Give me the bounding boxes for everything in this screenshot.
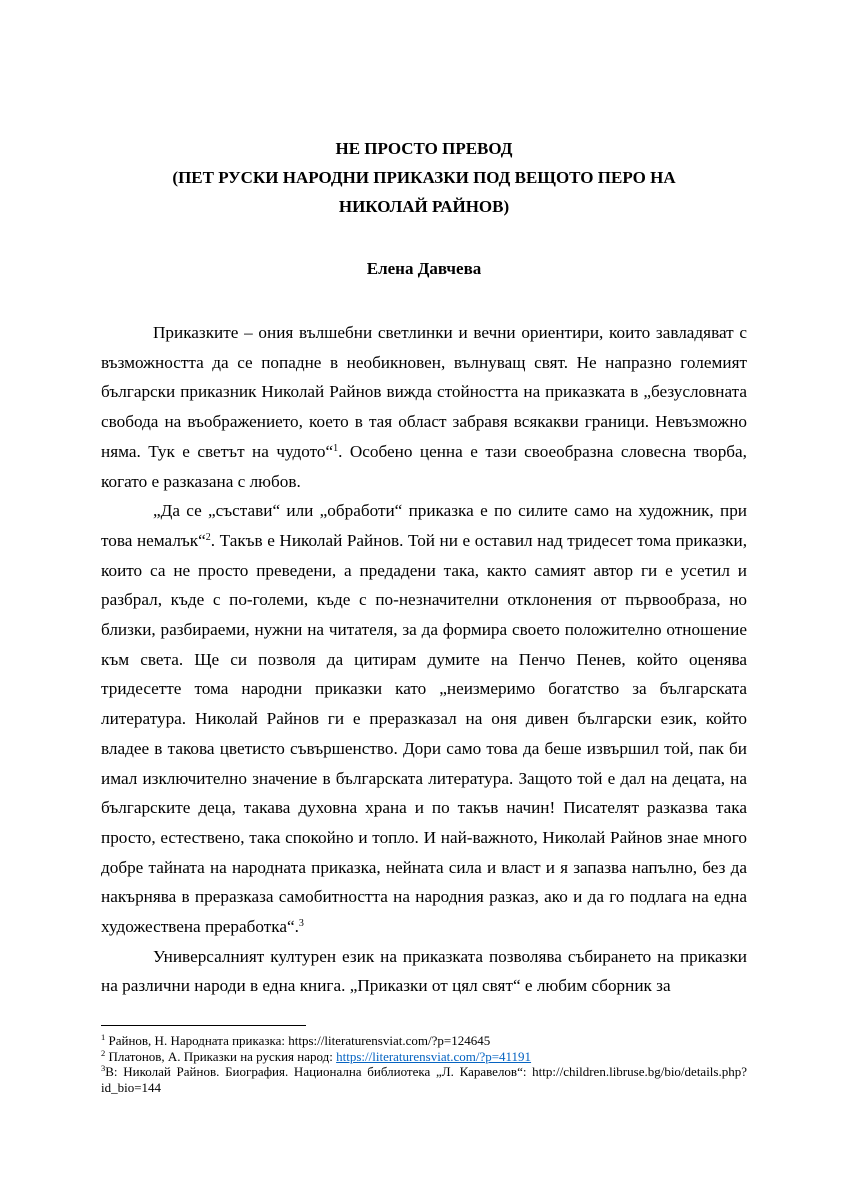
title-block <box>100 134 748 221</box>
paragraph-1-text-a: Приказките – ония вълшебни светлинки и вечни ориентири, които завладяват с възможността да се попадне в необикновен, вълнуващ свят. Не напразно големият български приказник Николай Райнов вижда стойността на приказката в „безусловната свобода на въображението, което в тая област забравя всякакви граници. Невъзможно няма. Тук е светът на чудото“ <box>101 323 747 461</box>
document-title: НЕ ПРОСТО ПРЕВОД <box>335 139 513 158</box>
footnote-3-text: В: Николай Райнов. Биография. Национална библиотека „Л. Каравелов“: http://children.libruse.bg/bio/details.php?id_bio=144 <box>101 1064 747 1095</box>
footnote-2-text: Платонов, А. Приказки на руския народ: <box>105 1048 337 1064</box>
footnote-1-text: Райнов, Н. Народната приказка: https://literaturensviat.com/?p=124645 <box>105 1033 491 1048</box>
footnote-2 <box>101 1049 747 1065</box>
document-subtitle: (ПЕТ РУСКИ НАРОДНИ ПРИКАЗКИ ПОД ВЕЩОТО ПЕРО НА НИКОЛАЙ РАЙНОВ) <box>172 168 676 216</box>
footnote-ref-2: 2 <box>205 531 211 543</box>
paragraph-1-text-b: . Особено ценна е тази своеобразна словесна творба, когато е разказана с любов. <box>101 441 747 491</box>
paragraph-2-text-b: . Такъв е Николай Райнов. Той ни е оставил над тридесет тома приказки, които са не просто преведени, а предадени така, както самият автор ги е усетил и разбрал, къде с по-големи, къде с по-незначителни отклонения от първообраза, но близки, разбираеми, нужни на читателя, за да формира своето положително отношение към света. Ще си позволя да цитирам думите на Пенчо Пенев, който оценява тридесетте тома народни приказки като „неизмеримо богатство за българската литература. Николай Райнов ги е преразказал на оня дивен български език, който владее в такова цветисто съвършенство. Дори само това да беше извършил той, пак би имал изключително значение в българската литература. Защото той е дал на децата, на българските деца, такава духовна храна и по такъв начин! Писателят разказва така просто, естествено, така спокойно и топло. И най-важното, Николай Райнов знае много добре тайната на народната приказка, нейната сила и власт и я запазва напълно, без да накърнява в преразказа самобитността на народния разказ, ако и да го подлага на една художествена преработка“. <box>101 530 747 937</box>
footnote-3 <box>101 1064 747 1095</box>
paragraph-2 <box>101 496 747 942</box>
footnote-number-1: 1 <box>101 1032 106 1042</box>
footnotes <box>101 1033 747 1095</box>
article-body <box>101 318 747 1001</box>
footnote-2-link[interactable]: https://literaturensviat.com/?p=41191 <box>336 1048 532 1064</box>
paragraph-1 <box>101 318 747 496</box>
footnote-ref-1: 1 <box>333 442 339 454</box>
paragraph-3: Универсалният културен език на приказката позволява събирането на приказки на различни народи в една книга. „Приказки от цял свят“ е любим сборник за <box>101 946 747 996</box>
author-name: Елена Давчева <box>366 259 482 278</box>
footnote-number-3: 3 <box>101 1063 106 1073</box>
paragraph-2-text-a: „Да се „състави“ или „обработи“ приказка е по силите само на художник, при това немалък“ <box>101 501 747 550</box>
footnote-ref-3: 3 <box>298 918 304 930</box>
footnote-number-2: 2 <box>101 1047 106 1058</box>
footnote-1 <box>101 1033 747 1049</box>
footnote-separator <box>101 1025 306 1026</box>
